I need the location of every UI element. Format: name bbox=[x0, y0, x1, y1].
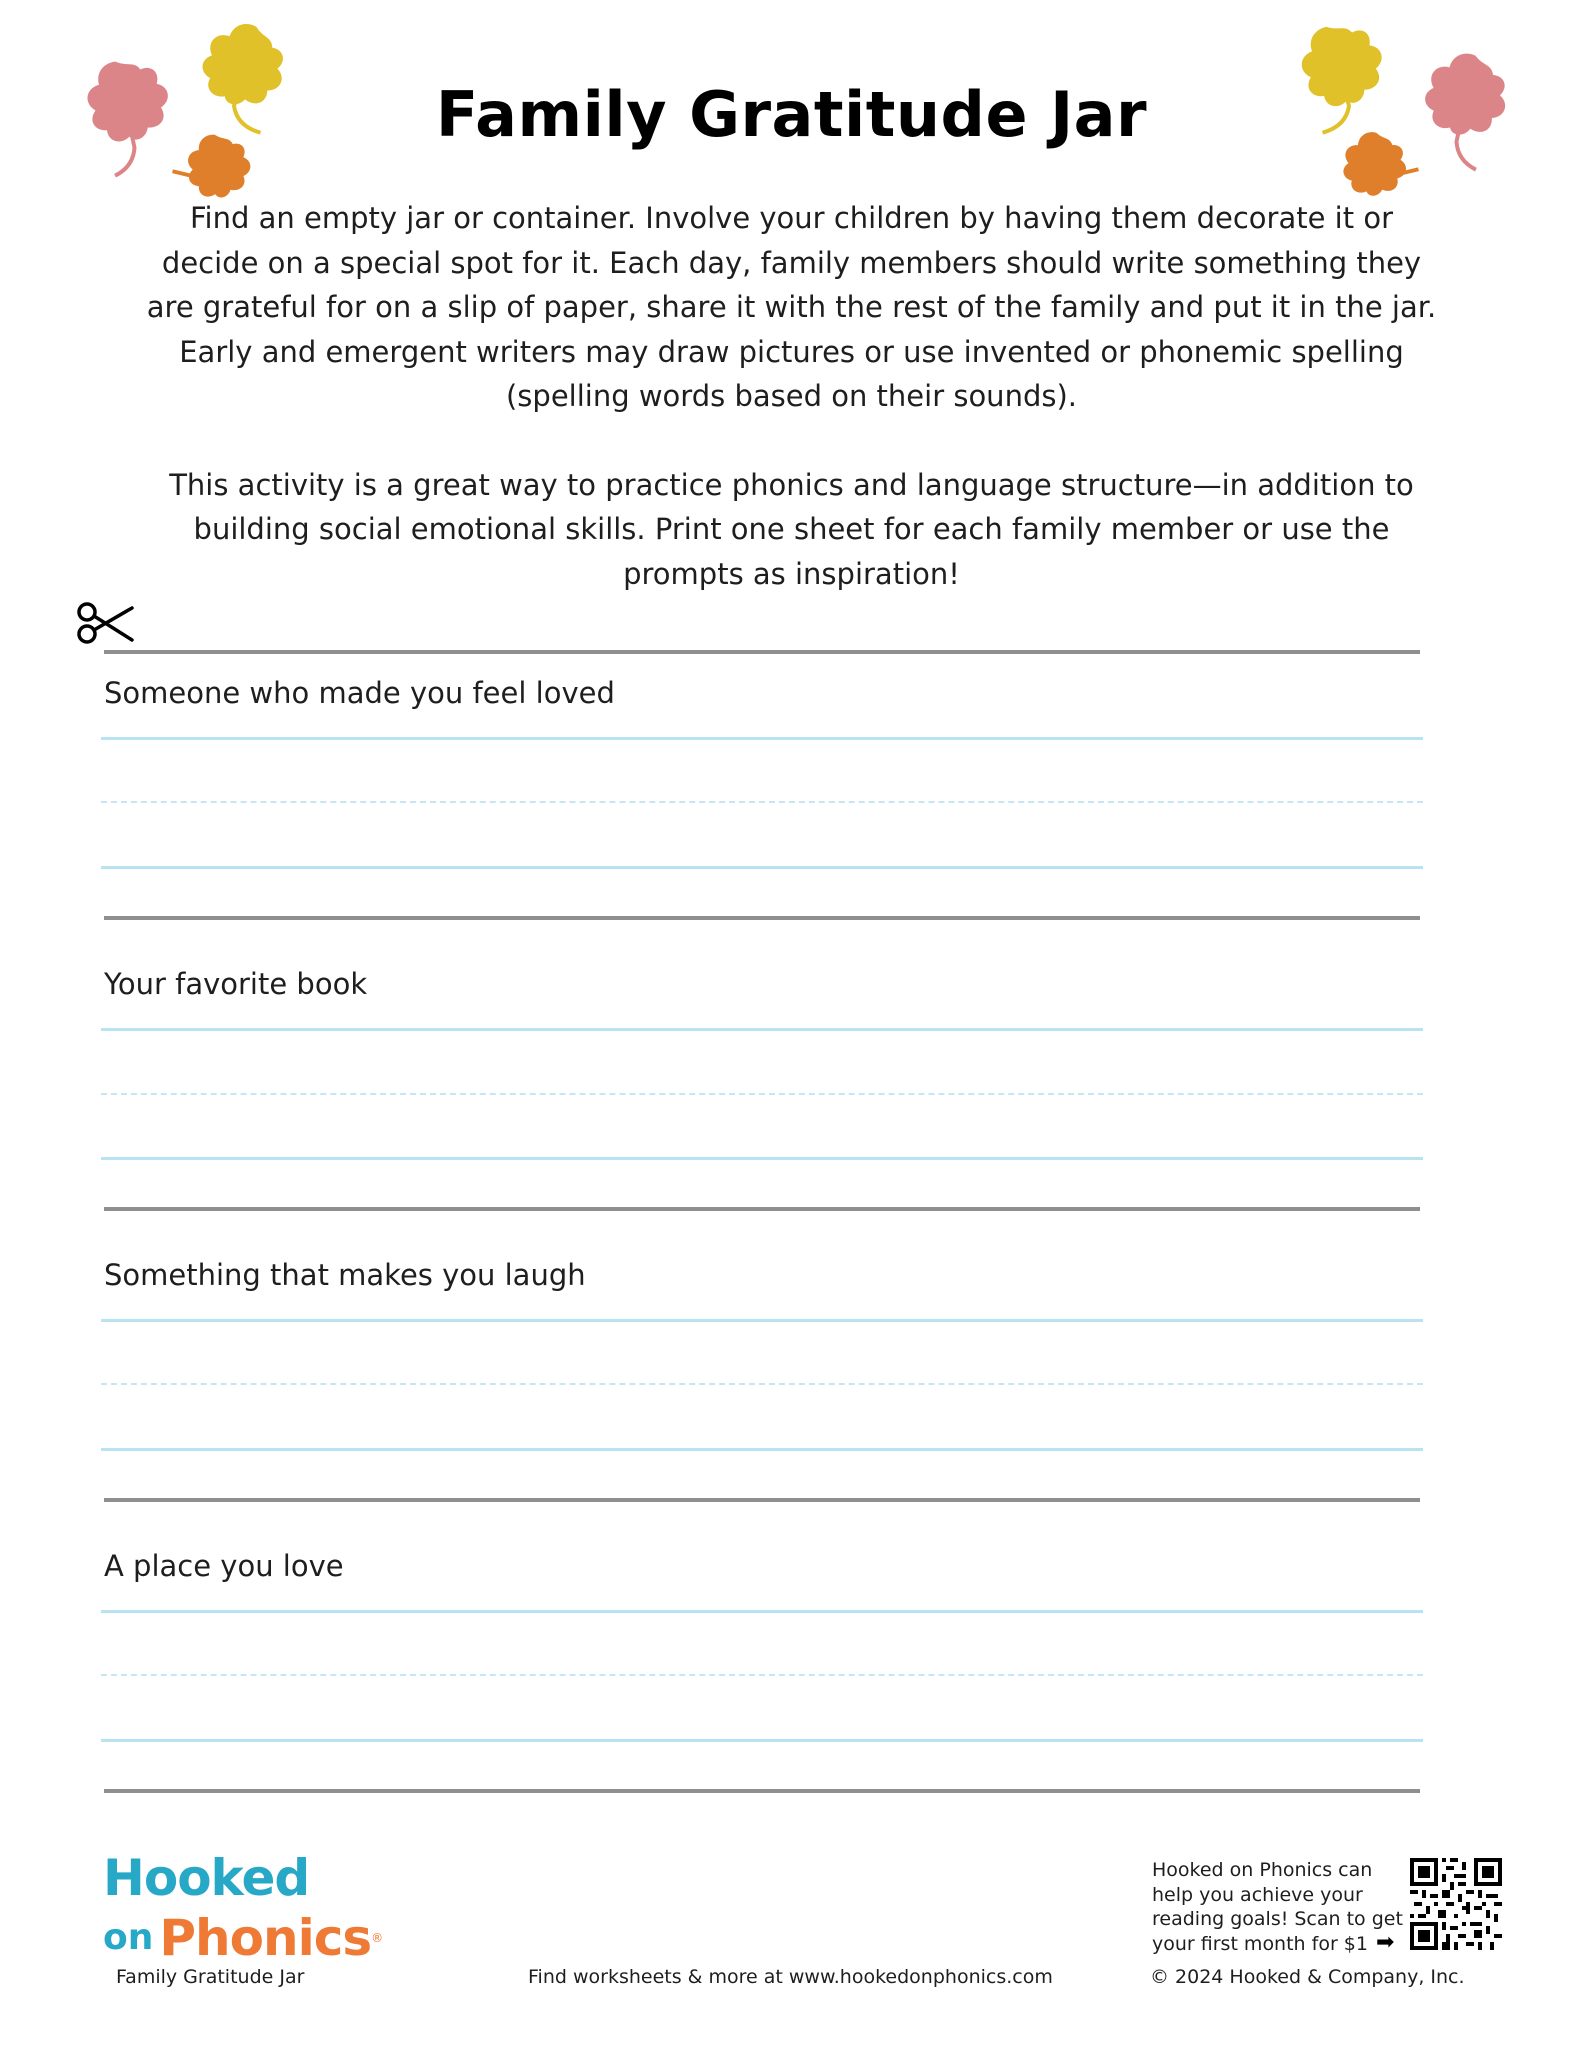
writing-midline bbox=[101, 801, 1423, 803]
writing-line[interactable] bbox=[101, 737, 1423, 740]
cut-line bbox=[104, 1789, 1420, 1793]
writing-line[interactable] bbox=[101, 1610, 1423, 1613]
hooked-on-phonics-logo[interactable] bbox=[103, 1849, 384, 1967]
writing-line[interactable] bbox=[101, 1028, 1423, 1031]
writing-midline bbox=[101, 1674, 1423, 1676]
writing-line[interactable] bbox=[101, 1739, 1423, 1742]
registered-mark: ® bbox=[371, 1931, 384, 1945]
writing-line[interactable] bbox=[101, 1319, 1423, 1322]
footer-copyright: © 2024 Hooked & Company, Inc. bbox=[1150, 1966, 1465, 1988]
prompt-label: A place you love bbox=[104, 1549, 344, 1583]
logo-hooked-text: Hooked bbox=[103, 1849, 310, 1907]
cut-line bbox=[104, 1498, 1420, 1502]
writing-line[interactable] bbox=[101, 1448, 1423, 1451]
cut-line bbox=[104, 916, 1420, 920]
writing-midline bbox=[101, 1383, 1423, 1385]
footer-website-link[interactable]: Find worksheets & more at www.hookedonphonics.com bbox=[528, 1966, 1053, 1988]
prompt-label: Your favorite book bbox=[104, 967, 368, 1001]
writing-line[interactable] bbox=[101, 866, 1423, 869]
page-title: Family Gratitude Jar bbox=[435, 78, 1148, 151]
cut-line bbox=[104, 1207, 1420, 1211]
cut-line bbox=[104, 650, 1420, 654]
writing-midline bbox=[101, 1093, 1423, 1095]
writing-line[interactable] bbox=[101, 1157, 1423, 1160]
prompt-label: Someone who made you feel loved bbox=[104, 676, 615, 710]
footer-worksheet-name: Family Gratitude Jar bbox=[116, 1966, 305, 1988]
logo-phonics-text: Phonics bbox=[159, 1909, 372, 1967]
prompt-label: Something that makes you laugh bbox=[104, 1258, 586, 1292]
instructions bbox=[140, 196, 1443, 596]
arrow-right-icon: ➡ bbox=[1376, 1930, 1395, 1955]
instructions-paragraph-1: Find an empty jar or container. Involve your children by having them decorate it or decide on a special spot for it. Each day, family members should write something they are grateful for on a slip of paper, share it with the rest of the family and put it in the jar. Early and emergent writers may draw pictures or use invented or phonemic spelling (spelling words based on their sounds). bbox=[146, 201, 1437, 413]
qr-code-icon[interactable] bbox=[1410, 1858, 1502, 1950]
promo-text: Hooked on Phonics can help you achieve your reading goals! Scan to get your first month for $1 bbox=[1152, 1859, 1403, 1955]
scissors-icon bbox=[76, 600, 134, 646]
logo-on-text: on bbox=[103, 1917, 154, 1958]
instructions-paragraph-2: This activity is a great way to practice phonics and language structure—in addition to building social emotional skills. Print one sheet for each family member or use the prompts as inspiration! bbox=[169, 467, 1414, 591]
